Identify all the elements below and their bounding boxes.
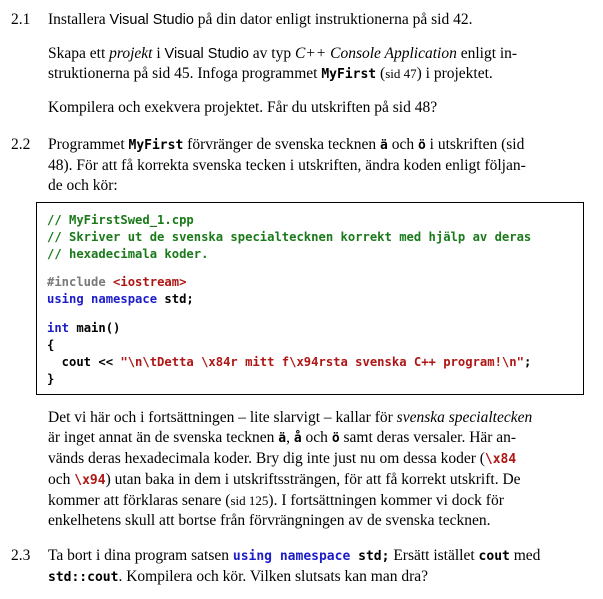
term: svenska specialtecken	[396, 409, 533, 426]
text: . Kompilera och kör. Vilken slutsats kan man dra?	[118, 568, 429, 585]
code: cout	[478, 549, 510, 564]
text: i	[152, 45, 165, 62]
code-comment: // MyFirstSwed_1.cpp	[47, 213, 194, 227]
keyword: namespace	[279, 549, 351, 564]
text: enkelhetens skull att bortse från förvrängningen av de svenska tecknen.	[48, 512, 491, 529]
section-number: 2.2	[11, 136, 31, 153]
text: Ta bort i dina program satsen	[48, 547, 233, 564]
text: main()	[69, 321, 121, 335]
code: std;	[358, 549, 390, 564]
keyword: using	[47, 292, 84, 306]
text: på din dator enligt instruktionerna på sid 42.	[193, 11, 473, 28]
text: 48). För att få korrekta svenska tecken i utskriften, ändra koden enligt följan-	[48, 157, 526, 174]
include-header: <iostream>	[113, 275, 187, 289]
text: förvränger de svenska tecknen	[183, 136, 380, 153]
text	[84, 292, 91, 306]
code-comment: // Skriver ut de svenska specialtecknen korrekt med hjälp av deras	[47, 230, 532, 244]
code-using	[47, 291, 194, 307]
myfirst-code: MyFirst	[128, 138, 184, 153]
code: std::cout	[48, 570, 119, 585]
text: enligt in-	[456, 45, 518, 62]
text: struktionerna på sid 45. Infoga programmet	[48, 65, 322, 82]
projekt-term: projekt	[109, 45, 153, 62]
text: ) i projektet.	[416, 65, 493, 82]
text: är inget annat än de svenska tecknen	[48, 429, 279, 446]
text: och	[48, 471, 75, 488]
console-application-term: C++ Console Application	[294, 45, 457, 62]
visual-studio-label: Visual Studio	[109, 12, 194, 28]
text: Ersätt istället	[389, 547, 479, 564]
char-oe: ö	[331, 431, 340, 446]
code-main	[47, 320, 120, 336]
hex-code: \x94	[74, 473, 106, 488]
keyword: using	[232, 549, 273, 564]
keyword: int	[47, 321, 70, 335]
code-listing	[36, 202, 584, 395]
char-ae: ä	[379, 138, 388, 153]
code-cout	[47, 354, 531, 370]
code-include	[47, 274, 186, 290]
text: och	[387, 136, 418, 153]
text: ;	[523, 355, 532, 369]
text: i utskriften (sid	[425, 136, 525, 153]
paragraph-compile: Kompilera och exekvera projektet. Får du utskriften på sid 48?	[48, 99, 438, 116]
char-aa: å	[293, 431, 302, 446]
text: med	[509, 547, 541, 564]
text: kommer att förklaras senare (	[48, 492, 231, 509]
code-comment: // hexadecimala koder.	[47, 247, 209, 261]
page-ref: sid 47	[385, 66, 417, 81]
paragraph-create-project	[48, 44, 578, 85]
section-number: 2.3	[11, 547, 31, 564]
char-oe: ö	[417, 138, 426, 153]
keyword: namespace	[91, 292, 158, 306]
text: och	[301, 429, 332, 446]
text: Installera	[48, 11, 110, 28]
string-literal: "\n\tDetta \x84r mitt f\x94rsta svenska C++ program!\n"	[120, 355, 524, 369]
text: samt deras versaler. Här an-	[339, 429, 517, 446]
code-brace-open: {	[47, 338, 55, 352]
text: av typ	[248, 45, 295, 62]
text: ,	[286, 429, 294, 446]
paragraph-distortion	[48, 135, 578, 196]
section-number: 2.1	[11, 11, 31, 28]
text: ) utan baka in dem i utskriftssträngen, för att få korrekt utskrift. De	[105, 471, 521, 488]
paragraph-special-chars	[48, 408, 578, 531]
text: vänds deras hexadecimala koder. Bry dig inte just nu om dessa koder (	[48, 450, 485, 467]
text: Skapa ett	[48, 45, 110, 62]
include-directive: #include	[47, 275, 114, 289]
text: std;	[157, 292, 194, 306]
hex-code: \x84	[484, 452, 517, 467]
text: (	[376, 65, 386, 82]
text: de och kör:	[48, 177, 118, 194]
text: ). I fortsättningen kommer vi dock för	[268, 492, 504, 509]
text: Programmet	[48, 136, 129, 153]
code-brace-close: }	[47, 372, 55, 386]
text: Det vi här och i fortsättningen – lite slarvigt – kallar för	[48, 409, 397, 426]
paragraph-remove-using	[48, 546, 578, 588]
paragraph-install	[48, 10, 578, 30]
page-ref: sid 125	[230, 493, 269, 508]
text: cout <<	[47, 355, 121, 369]
myfirst-code: MyFirst	[321, 67, 377, 82]
visual-studio-label: Visual Studio	[164, 46, 249, 62]
char-ae: ä	[278, 431, 287, 446]
